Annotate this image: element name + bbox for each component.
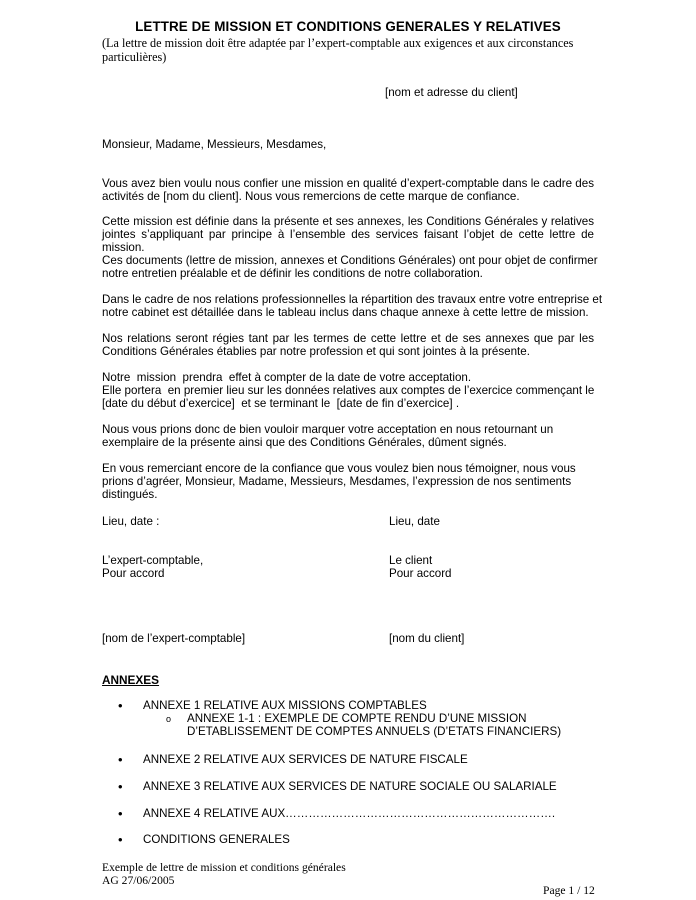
bullet-icon: • (118, 779, 123, 794)
paragraph-line: Cette mission est définie dans la présente et ses annexes, les Conditions Générales y relatives (102, 215, 594, 228)
sub-list-item: ANNEXE 1-1 : EXEMPLE DE COMPTE RENDU D’UNE MISSION (187, 712, 527, 725)
paragraph-line: exemplaire de la présente ainsi que des Conditions Générales, dûment signés. (102, 436, 507, 449)
page-number: Page 1 / 12 (543, 884, 595, 897)
left-role: L’expert-comptable, (102, 554, 204, 567)
paragraph-line: activités de [nom du client]. Nous vous remercions de cette marque de confiance. (102, 190, 520, 203)
paragraph-line: jointes s’appliquant par principe à l’ensemble des services faisant l’objet de cette lettre de (102, 228, 594, 241)
paragraph-line: prions d’agréer, Monsieur, Madame, Messieurs, Mesdames, l’expression de nos sentiments (102, 475, 572, 488)
paragraph-line: [date du début d’exercice] et se terminant le [date de fin d’exercice] . (102, 397, 460, 410)
paragraph-line: Dans le cadre de nos relations professionnelles la répartition des travaux entre votre entreprise et (102, 293, 603, 306)
bullet-icon: • (118, 832, 123, 847)
paragraph-line: Nos relations seront régies tant par les termes de cette lettre et de ses annexes que par les (102, 332, 594, 345)
paragraph-line: notre entretien préalable et de définir les conditions de notre collaboration. (102, 267, 483, 280)
salutation: Monsieur, Madame, Messieurs, Mesdames, (102, 138, 327, 151)
footer-document-name: Exemple de lettre de mission et conditions générales (102, 861, 346, 874)
document-title: LETTRE DE MISSION ET CONDITIONS GENERALES Y RELATIVES (135, 19, 561, 34)
right-agreement: Pour accord (389, 567, 452, 580)
left-place-date: Lieu, date : (102, 515, 160, 528)
paragraph-line: distingués. (102, 488, 158, 501)
paragraph-line: Vous avez bien voulu nous confier une mission en qualité d’expert-comptable dans le cadre des (102, 177, 594, 190)
paragraph-line: Notre mission prendra effet à compter de la date de votre acceptation. (102, 371, 472, 384)
list-item: CONDITIONS GENERALES (143, 833, 290, 846)
sub-bullet-icon: o (166, 714, 172, 724)
paragraph-line: Ces documents (lettre de mission, annexes et Conditions Générales) ont pour objet de confirmer (102, 254, 598, 267)
left-agreement: Pour accord (102, 567, 165, 580)
document-subtitle: (La lettre de mission doit être adaptée par l’expert-comptable aux exigences et aux circonstances particulières) (102, 36, 574, 64)
paragraph-line: mission. (102, 241, 145, 254)
paragraph-line: En vous remerciant encore de la confiance que vous voulez bien nous témoigner, nous vous (102, 462, 576, 475)
list-item: ANNEXE 4 RELATIVE AUX……………………………………………………………. (143, 807, 556, 820)
right-role: Le client (389, 554, 433, 567)
paragraph-line: Conditions Générales établies par notre profession et qui sont jointes à la présente. (102, 345, 530, 358)
bullet-icon: • (118, 752, 123, 767)
footer-reference: AG 27/06/2005 (102, 874, 175, 887)
paragraph-line: Nous vous prions donc de bien vouloir marquer votre acceptation en nous retournant un (102, 423, 554, 436)
left-signatory-name: [nom de l’expert-comptable] (102, 632, 246, 645)
list-item: ANNEXE 3 RELATIVE AUX SERVICES DE NATURE SOCIALE OU SALARIALE (143, 780, 557, 793)
right-place-date: Lieu, date (389, 515, 440, 528)
bullet-icon: • (118, 806, 123, 821)
paragraph-line: Elle portera en premier lieu sur les données relatives aux comptes de l’exercice commençant le (102, 384, 595, 397)
list-item: ANNEXE 1 RELATIVE AUX MISSIONS COMPTABLES (143, 699, 427, 712)
list-item: ANNEXE 2 RELATIVE AUX SERVICES DE NATURE FISCALE (143, 753, 468, 766)
right-signatory-name: [nom du client] (389, 632, 465, 645)
paragraph-line: notre cabinet est détaillée dans le tableau inclus dans chaque annexe à cette lettre de mission. (102, 306, 589, 319)
bullet-icon: • (118, 698, 123, 713)
annexes-heading: ANNEXES (102, 673, 160, 687)
sub-list-item: D’ETABLISSEMENT DE COMPTES ANNUELS (D’ETATS FINANCIERS) (187, 725, 562, 738)
client-address: [nom et adresse du client] (385, 86, 518, 99)
